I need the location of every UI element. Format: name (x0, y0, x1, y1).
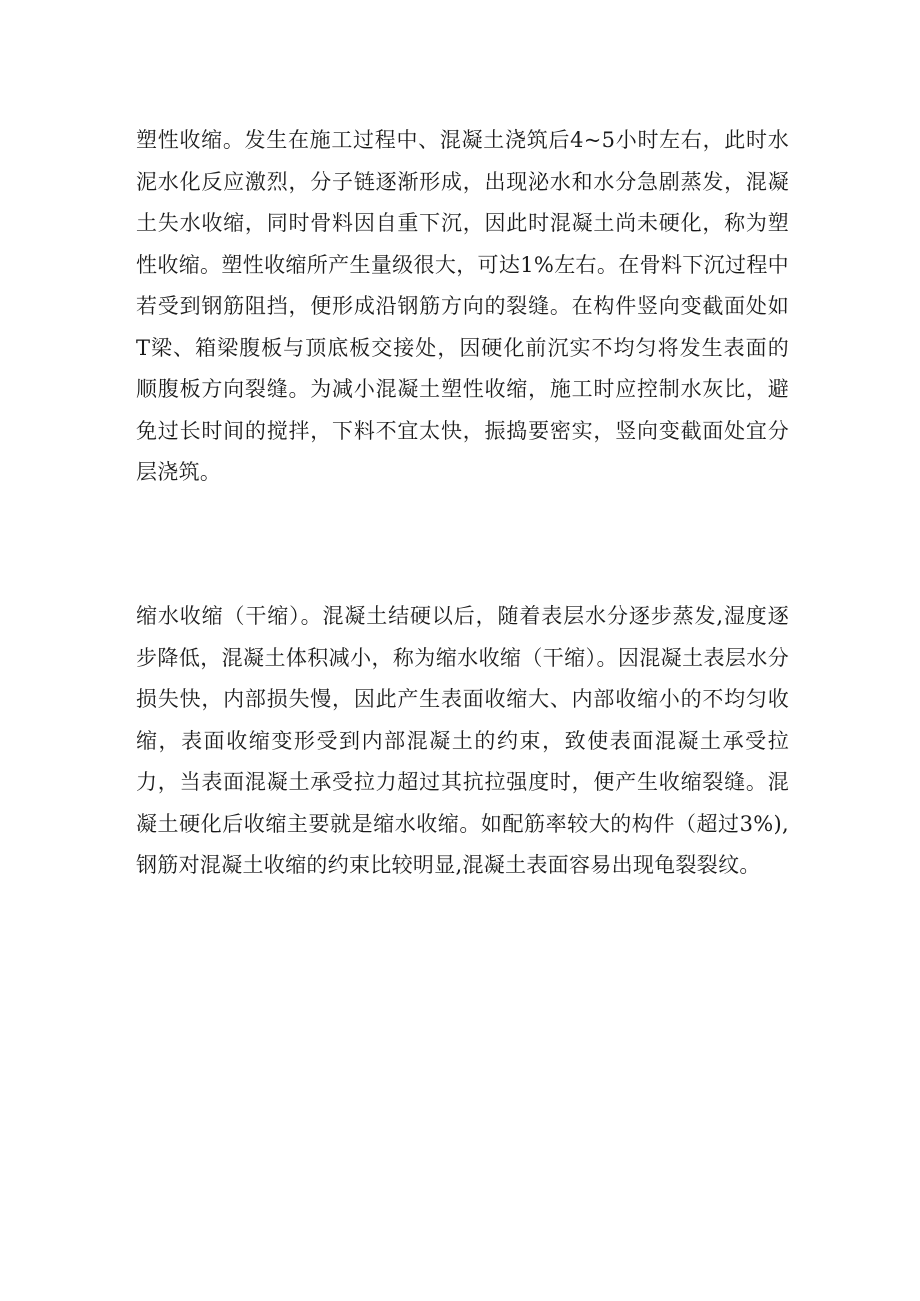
paragraph-drying-shrinkage: 缩水收缩（干缩）。混凝土结硬以后，随着表层水分逐步蒸发,湿度逐步降低，混凝土体积减小，称为缩水收缩（干缩）。因混凝土表层水分损失快，内部损失慢，因此产生表面收缩大、内部收缩小的不均匀收缩，表面收缩变形受到内部混凝土的约束，致使表面混凝土承受拉力，当表面混凝土承受拉力超过其抗拉强度时，便产生收缩裂缝。混凝土硬化后收缩主要就是缩水收缩。如配筋率较大的构件（超过3%),钢筋对混凝土收缩的约束比较明显,混凝土表面容易出现龟裂裂纹。 (136, 604, 789, 877)
paragraph-plastic-shrinkage: 塑性收缩。发生在施工过程中、混凝土浇筑后4~5小时左右，此时水泥水化反应激烈，分子链逐渐形成，出现泌水和水分急剧蒸发，混凝土失水收缩，同时骨料因自重下沉，因此时混凝土尚未硬化，称为塑性收缩。塑性收缩所产生量级很大，可达1%左右。在骨料下沉过程中若受到钢筋阻挡，便形成沿钢筋方向的裂缝。在构件竖向变截面处如T梁、箱梁腹板与顶底板交接处，因硬化前沉实不均匀将发生表面的顺腹板方向裂缝。为减小混凝土塑性收缩，施工时应控制水灰比，避免过长时间的搅拌，下料不宜太快，振捣要密实，竖向变截面处宜分层浇筑。 (136, 128, 789, 484)
